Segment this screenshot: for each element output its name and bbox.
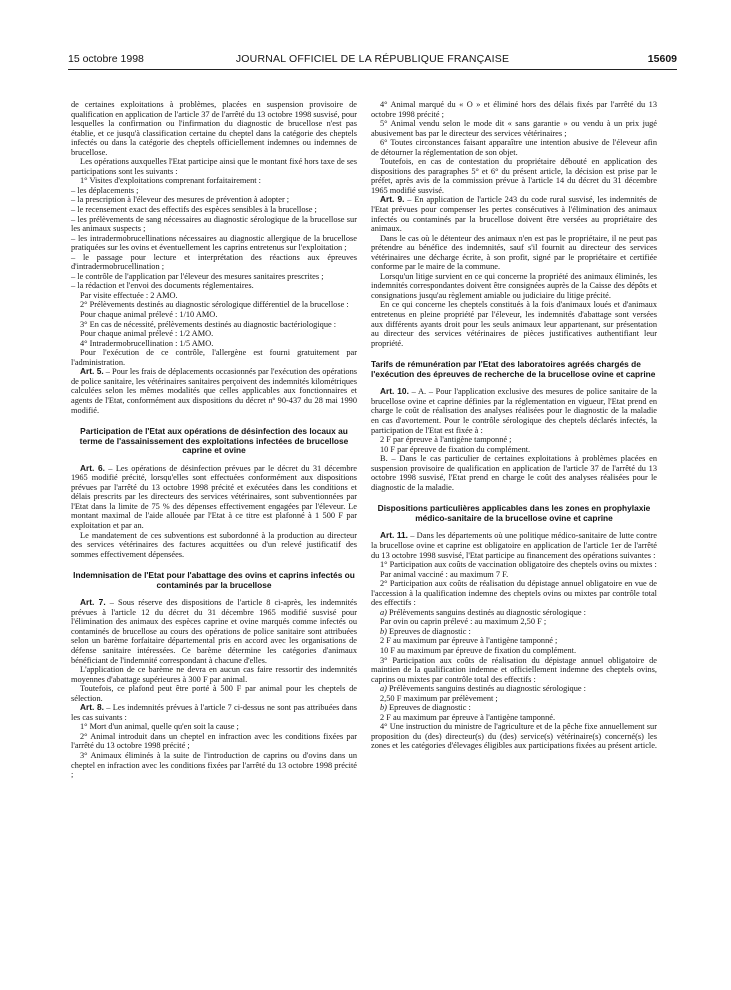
paragraph	[371, 157, 657, 195]
paragraph-text: Par animal vacciné : au maximum 7 F.	[380, 569, 509, 579]
paragraph	[371, 445, 657, 455]
paragraph-text: Le mandatement de ces subventions est subordonné à la production au directeur des services vétérinaires des factures acquittées ou d'un relevé justificatif des sommes effectivement dépensées.	[71, 530, 357, 559]
section-heading-text: Indemnisation de l'Etat pour l'abattage des ovins et caprins infectés ou contaminés par la brucellose	[73, 570, 355, 590]
paragraph	[71, 195, 357, 205]
paragraph-text: 2,50 F maximum par prélèvement ;	[380, 693, 498, 703]
article-number: Art. 9.	[380, 194, 405, 205]
paragraph-text: – Les indemnités prévues à l'article 7 ci-dessus ne sont pas attribuées dans les cas suivants :	[71, 703, 357, 722]
paragraph-text: 2 F au maximum par épreuve à l'antigène tamponné.	[380, 712, 556, 722]
page-header	[68, 53, 677, 70]
paragraph-text: – A. – Pour l'application exclusive des mesures de police sanitaire de la brucellose ovine et caprine définies par la réglementation en vigueur, l'Etat prend en charge le coût de réalisation des analyses réalisées pour le diagnostic de la maladie en cas d'avortement. Pour le contrôle sérologique des cheptels déclarés infectés, la participation de l'Etat est fixée à :	[371, 387, 657, 435]
paragraph-text: 2 F au maximum par épreuve à l'antigène tamponné ;	[380, 636, 558, 646]
article-paragraph	[371, 531, 657, 560]
paragraph-text: B. – Dans le cas particulier de certaines exploitations à problèmes placées en suspension provisoire de qualification en application de l'article 37 de l'arrêté du 13 octobre 1998 susvisé, l'Etat prend en charge le coût des analyses réalisées pour le diagnostic de la maladie.	[371, 454, 657, 492]
paragraph	[371, 627, 657, 637]
paragraph-text: Les opérations auxquelles l'Etat participe ainsi que le montant fixé hors taxe de ses participations sont les suivants :	[71, 157, 357, 176]
enumeration-marker: a)	[380, 684, 387, 694]
paragraph-text: Par ovin ou caprin prélevé : au maximum 2,50 F ;	[380, 617, 547, 627]
paragraph	[371, 617, 657, 627]
paragraph-text: 1° Participation aux coûts de vaccination obligatoire des cheptels ovins ou mixtes :	[380, 560, 657, 570]
page-number: 15609	[647, 53, 677, 65]
section-heading-text: Dispositions particulières applicables dans les zones en prophylaxie médico-sanitaire de la brucellose ovine et caprine	[377, 503, 651, 523]
paragraph-text: – le passage pour lecture et interprétation des réactions aux épreuves d'intradermobrucellination ;	[71, 252, 357, 272]
enumeration-marker: b)	[380, 703, 387, 713]
enumeration-marker: b)	[380, 626, 387, 636]
paragraph	[371, 656, 657, 685]
paragraph	[71, 531, 357, 560]
paragraph-text: Toutefois, en cas de contestation du propriétaire débouté en application des dispositions des paragraphes 5° et 6° du présent article, la décision est prise par le préfet, après avis de la commission prévue à l'article 14 du décret du 31 décembre 1965 modifié susvisé.	[371, 157, 657, 195]
paragraph	[71, 281, 357, 291]
article-number: Art. 10.	[380, 386, 409, 397]
paragraph-text: – les prélèvements de sang nécessaires au diagnostic sérologique de la brucellose sur les animaux suspects ;	[71, 214, 357, 234]
section-heading	[371, 504, 657, 523]
paragraph	[371, 100, 657, 119]
paragraph-text: 4° Intradermobrucellination : 1/5 AMO.	[80, 338, 214, 348]
paragraph	[371, 646, 657, 656]
paragraph	[71, 310, 357, 320]
paragraph-text: Lorsqu'un litige survient en ce qui concerne la propriété des animaux éliminés, les indemnités correspondantes doivent être consignées auprès de la Caisse des dépôts et consignations jusqu'au règlement amiable ou judiciaire du litige précité.	[371, 271, 657, 300]
paragraph	[71, 348, 357, 367]
section-heading-text: Participation de l'Etat aux opérations de désinfection des locaux au terme de l'assainissement des exploitations infectées de brucellose caprine et ovine	[79, 426, 349, 456]
paragraph	[371, 703, 657, 713]
paragraph	[371, 119, 657, 138]
paragraph	[371, 579, 657, 608]
article-number: Art. 6.	[80, 462, 105, 473]
paragraph-text: 2° Prélèvements destinés au diagnostic sérologique différentiel de la brucellose :	[80, 300, 349, 310]
paragraph-text: – En application de l'article 243 du code rural susvisé, les indemnités de l'Etat prévues pour compenser les pertes consécutives à l'élimination des animaux infectés ou contaminés par la brucellose doivent être versées au propriétaire des animaux.	[371, 195, 657, 234]
paragraph	[371, 234, 657, 272]
paragraph-text: 1° Visites d'exploitations comprenant forfaitairement :	[80, 176, 261, 186]
paragraph	[71, 100, 357, 157]
paragraph	[71, 665, 357, 684]
paragraph-text: 5° Animal vendu selon le mode dit « sans garantie » ou vendu à un prix jugé abusivement bas par le directeur des services vétérinaires ;	[371, 119, 657, 138]
paragraph-text: 2 F par épreuve à l'antigène tamponné ;	[380, 435, 512, 445]
article-number: Art. 5.	[80, 366, 104, 377]
paragraph-text: 3° Participation aux coûts de réalisation du dépistage annuel obligatoire de maintien de la qualification indemne et officiellement indemne des cheptels ovins, caprins ou mixtes par contrôle total des effectifs :	[371, 655, 657, 684]
paragraph	[71, 684, 357, 703]
paragraph	[71, 751, 357, 780]
enumeration-marker: a)	[380, 607, 387, 617]
paragraph	[371, 300, 657, 348]
paragraph	[371, 684, 657, 694]
paragraph-text: – la prescription à l'éleveur des mesures de prévention à adopter ;	[71, 195, 290, 205]
paragraph-text: – Les opérations de désinfection prévues par le décret du 31 décembre 1965 modifié précité, lorsqu'elles sont effectuées conformément aux dispositions prévues par l'arrêté du 13 octobre 1998 précité et exécutées dans les conditions et délais prescrits par les directeurs des services vétérinaires, sont subventionnées par l'Etat dans la limite de 75 % des dépenses effectivement engagées par l'éleveur. Le montant maximal de l'aide allouée par l'Etat à ce titre est plafonné à 1 500 F par exploitation et par an.	[71, 463, 357, 530]
paragraph-text: 3° En cas de nécessité, prélèvements destinés au diagnostic bactériologique :	[80, 319, 337, 329]
paragraph-text: – Dans les départements où une politique médico-sanitaire de lutte contre la brucellose ovine et caprine est obligatoire en application de l'article 1er de l'arrêté du 13 octobre 1998 susvisé, l'Etat participe au financement des opérations suivantes :	[371, 531, 657, 560]
paragraph-text: 10 F au maximum par épreuve de fixation du complément.	[380, 645, 577, 655]
paragraph	[71, 291, 357, 301]
paragraph-text: 10 F par épreuve de fixation du complément.	[380, 444, 531, 454]
paragraph-text: 3° Animaux éliminés à la suite de l'introduction de caprins ou d'ovins dans un cheptel en infraction avec les conditions fixées par l'arrêté du 13 octobre 1998 précité ;	[71, 751, 357, 780]
paragraph-text: de certaines exploitations à problèmes, placées en suspension provisoire de qualification en application de l'article 37 de l'arrêté du 13 octobre 1998 susvisé, pour lesquelles la confirmation ou l'infirmation du diagnostic de brucellose n'est pas établie, et ce jusqu'à classification certaine du cheptel dans la catégorie des cheptels infectés ou dans la catégorie des cheptels officiellement indemnes ou indemnes de brucellose.	[71, 100, 357, 157]
paragraph-text: Prélèvements sanguins destinés au diagnostic sérologique :	[386, 607, 587, 617]
article-paragraph	[71, 464, 357, 531]
paragraph-text: 2° Participation aux coûts de réalisation du dépistage annuel obligatoire en vue de l'accession à la qualification indemne des cheptels ovins ou mixtes par contrôle total des effectifs :	[371, 579, 657, 608]
paragraph	[71, 272, 357, 282]
article-number: Art. 7.	[80, 597, 106, 608]
paragraph	[371, 570, 657, 580]
paragraph	[371, 636, 657, 646]
paragraph	[71, 157, 357, 176]
section-heading	[371, 360, 657, 379]
paragraph	[371, 560, 657, 570]
article-paragraph	[71, 703, 357, 722]
paragraph-text: Epreuves de diagnostic :	[386, 703, 471, 713]
section-heading	[71, 427, 357, 456]
paragraph	[71, 320, 357, 330]
section-spacer	[71, 456, 357, 464]
paragraph	[371, 454, 657, 492]
paragraph-text: L'application de ce barème ne devra en aucun cas faire ressortir des indemnités moyennes d'abattage supérieures à 300 F par animal.	[71, 665, 357, 684]
paragraph	[71, 329, 357, 339]
paragraph-text: Pour chaque animal prélevé : 1/10 AMO.	[80, 310, 218, 320]
paragraph	[371, 435, 657, 445]
paragraph-text: Prélèvements sanguins destinés au diagnostic sérologique :	[386, 684, 587, 694]
paragraph-text: – le recensement exact des effectifs des espèces sensibles à la brucellose ;	[71, 205, 317, 215]
left-column	[71, 100, 357, 780]
paragraph	[371, 608, 657, 618]
paragraph	[71, 722, 357, 732]
paragraph-text: – Pour les frais de déplacements occasionnés par l'exécution des opérations de police sanitaire, les vétérinaires sanitaires perçoivent des indemnités kilométriques calculées selon les mêmes modalités que celles applicables aux fonctionnaires et agents de l'Etat, conformément aux dispositions du décret nº 90-437 du 28 mai 1990 modifié.	[71, 367, 358, 415]
paragraph	[71, 205, 357, 215]
paragraph-text: – les déplacements ;	[71, 185, 139, 195]
paragraph	[71, 300, 357, 310]
paragraph-text: Toutefois, ce plafond peut être porté à 500 F par animal pour les cheptels de sélection.	[71, 684, 357, 703]
paragraph-text: En ce qui concerne les cheptels constitués à la fois d'animaux loués et d'animaux entretenus en pleine propriété par l'éleveur, les indemnités d'abattage sont versées aux différents ayants droit pour les seuls animaux leur appartenant, sur présentation au directeur des services vétérinaires de pièces justificatives authentifiant leur propriété.	[371, 300, 657, 348]
paragraph	[71, 732, 357, 751]
paragraph-text: – le contrôle de l'application par l'éleveur des mesures sanitaires prescrites ;	[71, 271, 324, 281]
paragraph	[71, 186, 357, 196]
paragraph	[371, 713, 657, 723]
journal-title: JOURNAL OFFICIEL DE LA RÉPUBLIQUE FRANÇAISE	[235, 53, 510, 65]
article-paragraph	[71, 598, 357, 665]
paragraph-text: Par visite effectuée : 2 AMO.	[80, 290, 178, 300]
paragraph-text: 2° Animal introduit dans un cheptel en infraction avec les conditions fixées par l'arrêté du 13 octobre 1998 précité ;	[71, 731, 357, 751]
paragraph-text: 4° Une instruction du ministre de l'agriculture et de la pêche fixe annuellement sur proposition du (des) directeur(s) du (des) service(s) vétérinaire(s) concerné(s) les zones et les catégories d'élevages éligibles aux participations fixées au présent article.	[371, 722, 658, 751]
publication-date: 15 octobre 1998	[68, 53, 144, 65]
paragraph-text: – Sous réserve des dispositions de l'article 8 ci-après, les indemnités prévues à l'article 12 du décret du 31 décembre 1965 modifié susvisé pour l'élimination des animaux des espèces caprine et ovine marqués comme infectés ou contaminés de brucellose au cours des opérations de police sanitaire sont attribuées selon un barème forfaitaire départemental pris en accord avec les organisations de défense sanitaire intéressées. Ce barème détermine les catégories d'animaux bénéficiant de l'indemnité correspondant à chacune d'elles.	[71, 598, 357, 665]
paragraph-text: – la rédaction et l'envoi des documents réglementaires.	[71, 281, 254, 291]
section-heading-text: Tarifs de rémunération par l'Etat des laboratoires agréés chargés de l'exécution des épreuves de recherche de la brucellose ovine et caprine	[371, 359, 656, 379]
paragraph	[371, 138, 657, 157]
paragraph	[71, 339, 357, 349]
paragraph-text: Pour l'exécution de ce contrôle, l'allergène est fourni gratuitement par l'administration.	[71, 348, 357, 367]
paragraph	[71, 215, 357, 234]
article-number: Art. 11.	[380, 530, 408, 541]
paragraph-text: 6° Toutes circonstances faisant apparaître une intention abusive de l'éleveur afin de détourner la réglementation de son objet.	[371, 138, 657, 157]
paragraph	[71, 176, 357, 186]
right-column	[371, 100, 657, 751]
paragraph	[371, 272, 657, 301]
article-number: Art. 8.	[80, 702, 104, 713]
paragraph	[371, 694, 657, 704]
paragraph-text: 4° Animal marqué du « O » et éliminé hors des délais fixés par l'arrêté du 13 octobre 1998 précité ;	[371, 100, 657, 119]
article-paragraph	[371, 195, 657, 233]
paragraph	[371, 722, 657, 751]
paragraph	[71, 234, 357, 253]
paragraph-text: 1° Mort d'un animal, quelle qu'en soit la cause ;	[80, 722, 239, 732]
article-paragraph	[371, 387, 657, 435]
article-paragraph	[71, 367, 357, 415]
paragraph-text: Dans le cas où le détenteur des animaux n'en est pas le propriétaire, il ne peut pas prétendre au bénéfice des indemnités, sauf s'il fournit au directeur des services vétérinaires une décharge écrite, à son profit, signé par le propriétaire et certifiée conforme par le maire de la commune.	[371, 233, 657, 272]
paragraph-text: Epreuves de diagnostic :	[386, 626, 471, 636]
paragraph	[71, 253, 357, 272]
paragraph-text: – les intradermobrucellinations nécessaires au diagnostic allergique de la brucellose pratiquées sur les ovins et éventuellement les caprins entretenus sur l'exploitation ;	[71, 233, 357, 253]
section-heading	[71, 571, 357, 590]
paragraph-text: Pour chaque animal prélevé : 1/2 AMO.	[80, 329, 214, 339]
